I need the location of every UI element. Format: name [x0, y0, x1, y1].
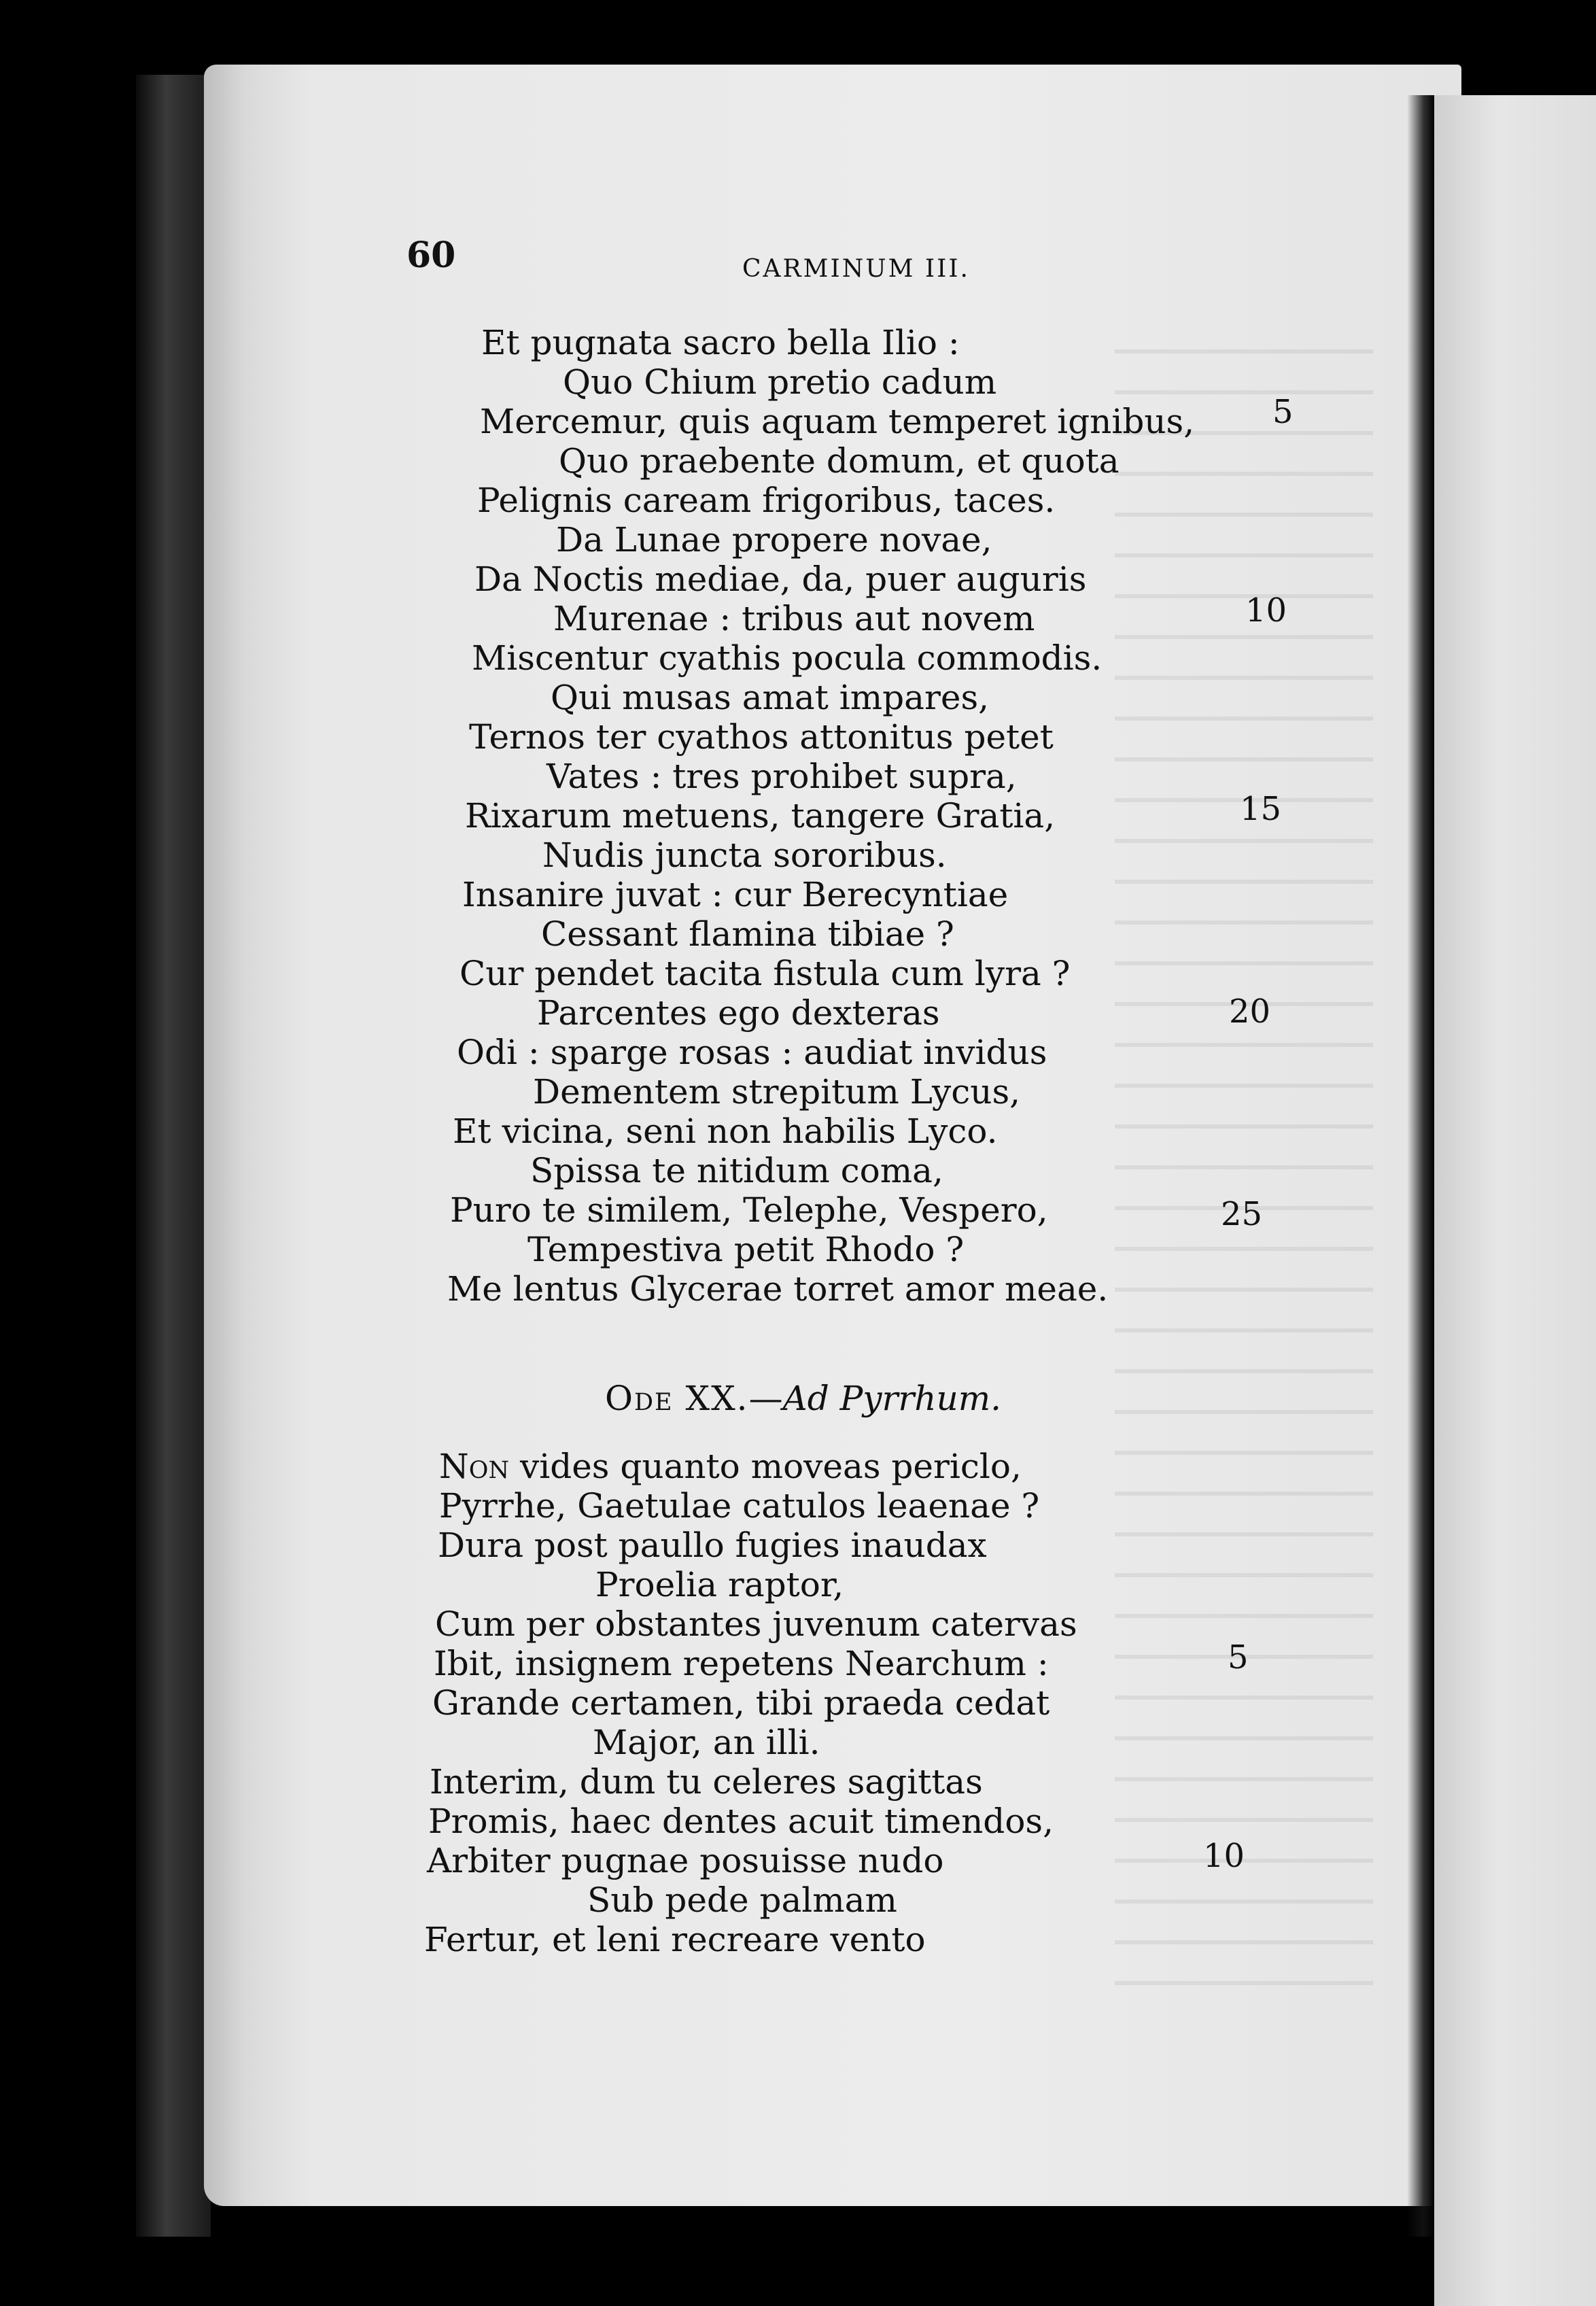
verse-line: Et pugnata sacro bella Ilio : — [481, 323, 960, 362]
verse-line: Spissa te nitidum coma, — [530, 1151, 943, 1190]
line-number: 15 — [1240, 790, 1282, 828]
verse-line: Arbiter pugnae posuisse nudo — [427, 1841, 944, 1880]
verse-line: Interim, dum tu celeres sagittas — [430, 1762, 983, 1802]
line-number: 10 — [1203, 1837, 1245, 1875]
verse-line: Tempestiva petit Rhodo ? — [527, 1230, 965, 1269]
verse-line: Pyrrhe, Gaetulae catulos leaenae ? — [439, 1486, 1040, 1526]
verse-line: Ibit, insignem repetens Nearchum : — [434, 1644, 1049, 1683]
verse-line: Murenae : tribus aut novem — [553, 599, 1035, 638]
verse-line: Puro te similem, Telephe, Vespero, — [450, 1190, 1048, 1230]
line-number: 5 — [1228, 1638, 1249, 1676]
verse-line: Cum per obstantes juvenum catervas — [435, 1604, 1077, 1644]
verse-line: Da Lunae propere novae, — [556, 520, 992, 560]
verse-line: Cessant flamina tibiae ? — [541, 914, 954, 954]
verse-line: Vates : tres prohibet supra, — [547, 757, 1017, 796]
verse-line: Miscentur cyathis pocula commodis. — [472, 638, 1103, 678]
book-spine — [136, 75, 211, 2237]
ode-dedication: Ad Pyrrhum. — [782, 1379, 1002, 1418]
verse-line: Et vicina, seni non habilis Lyco. — [453, 1112, 998, 1151]
page-number: 60 — [406, 235, 456, 276]
line-number: 25 — [1221, 1195, 1263, 1233]
verse-line: Odi : sparge rosas : audiat invidus — [457, 1033, 1047, 1072]
verse-line: Quo Chium pretio cadum — [563, 362, 997, 402]
line-number: 5 — [1272, 393, 1294, 431]
gutter-shadow — [1407, 95, 1434, 2237]
first-word: Non — [439, 1447, 510, 1486]
ode-heading — [605, 1379, 1001, 1418]
verse-line-rest: vides quanto moveas periclo, — [509, 1447, 1022, 1486]
verse-line: Promis, haec dentes acuit timendos, — [428, 1802, 1054, 1841]
ode-number: Ode XX. — [605, 1379, 749, 1418]
verse-line: Quo praebente domum, et quota — [559, 441, 1120, 481]
ode-dash: — — [748, 1379, 783, 1418]
line-number: 10 — [1245, 591, 1287, 630]
verse-line: Pelignis caream frigoribus, taces. — [477, 481, 1056, 520]
verse-line: Cur pendet tacita fistula cum lyra ? — [459, 954, 1071, 993]
verse-line: Insanire juvat : cur Berecyntiae — [462, 875, 1009, 914]
verse-line: Proelia raptor, — [595, 1565, 844, 1604]
running-title: CARMINUM III. — [742, 255, 970, 283]
verse-line: Parcentes ego dexteras — [537, 993, 940, 1033]
adjacent-page — [1434, 95, 1596, 2306]
verse-line: Da Noctis mediae, da, puer auguris — [474, 560, 1087, 599]
verse-line: Sub pede palmam — [587, 1880, 897, 1920]
line-number: 20 — [1229, 993, 1271, 1031]
verse-line: Mercemur, quis aquam temperet ignibus, — [480, 402, 1195, 441]
verse-line: Qui musas amat impares, — [551, 678, 989, 717]
verse-line — [439, 1447, 1022, 1486]
verse-line: Nudis juncta sororibus. — [542, 836, 947, 875]
verse-line: Me lentus Glycerae torret amor meae. — [447, 1269, 1109, 1309]
verse-line: Rixarum metuens, tangere Gratia, — [465, 796, 1056, 836]
verse-line: Grande certamen, tibi praeda cedat — [432, 1683, 1050, 1723]
verse-line: Ternos ter cyathos attonitus petet — [469, 717, 1054, 757]
bleed-through-text — [1115, 320, 1373, 2006]
verse-line: Major, an illi. — [593, 1723, 820, 1762]
verse-line: Fertur, et leni recreare vento — [424, 1920, 926, 1959]
verse-line: Dementem strepitum Lycus, — [533, 1072, 1021, 1112]
verse-line: Dura post paullo fugies inaudax — [438, 1526, 987, 1565]
